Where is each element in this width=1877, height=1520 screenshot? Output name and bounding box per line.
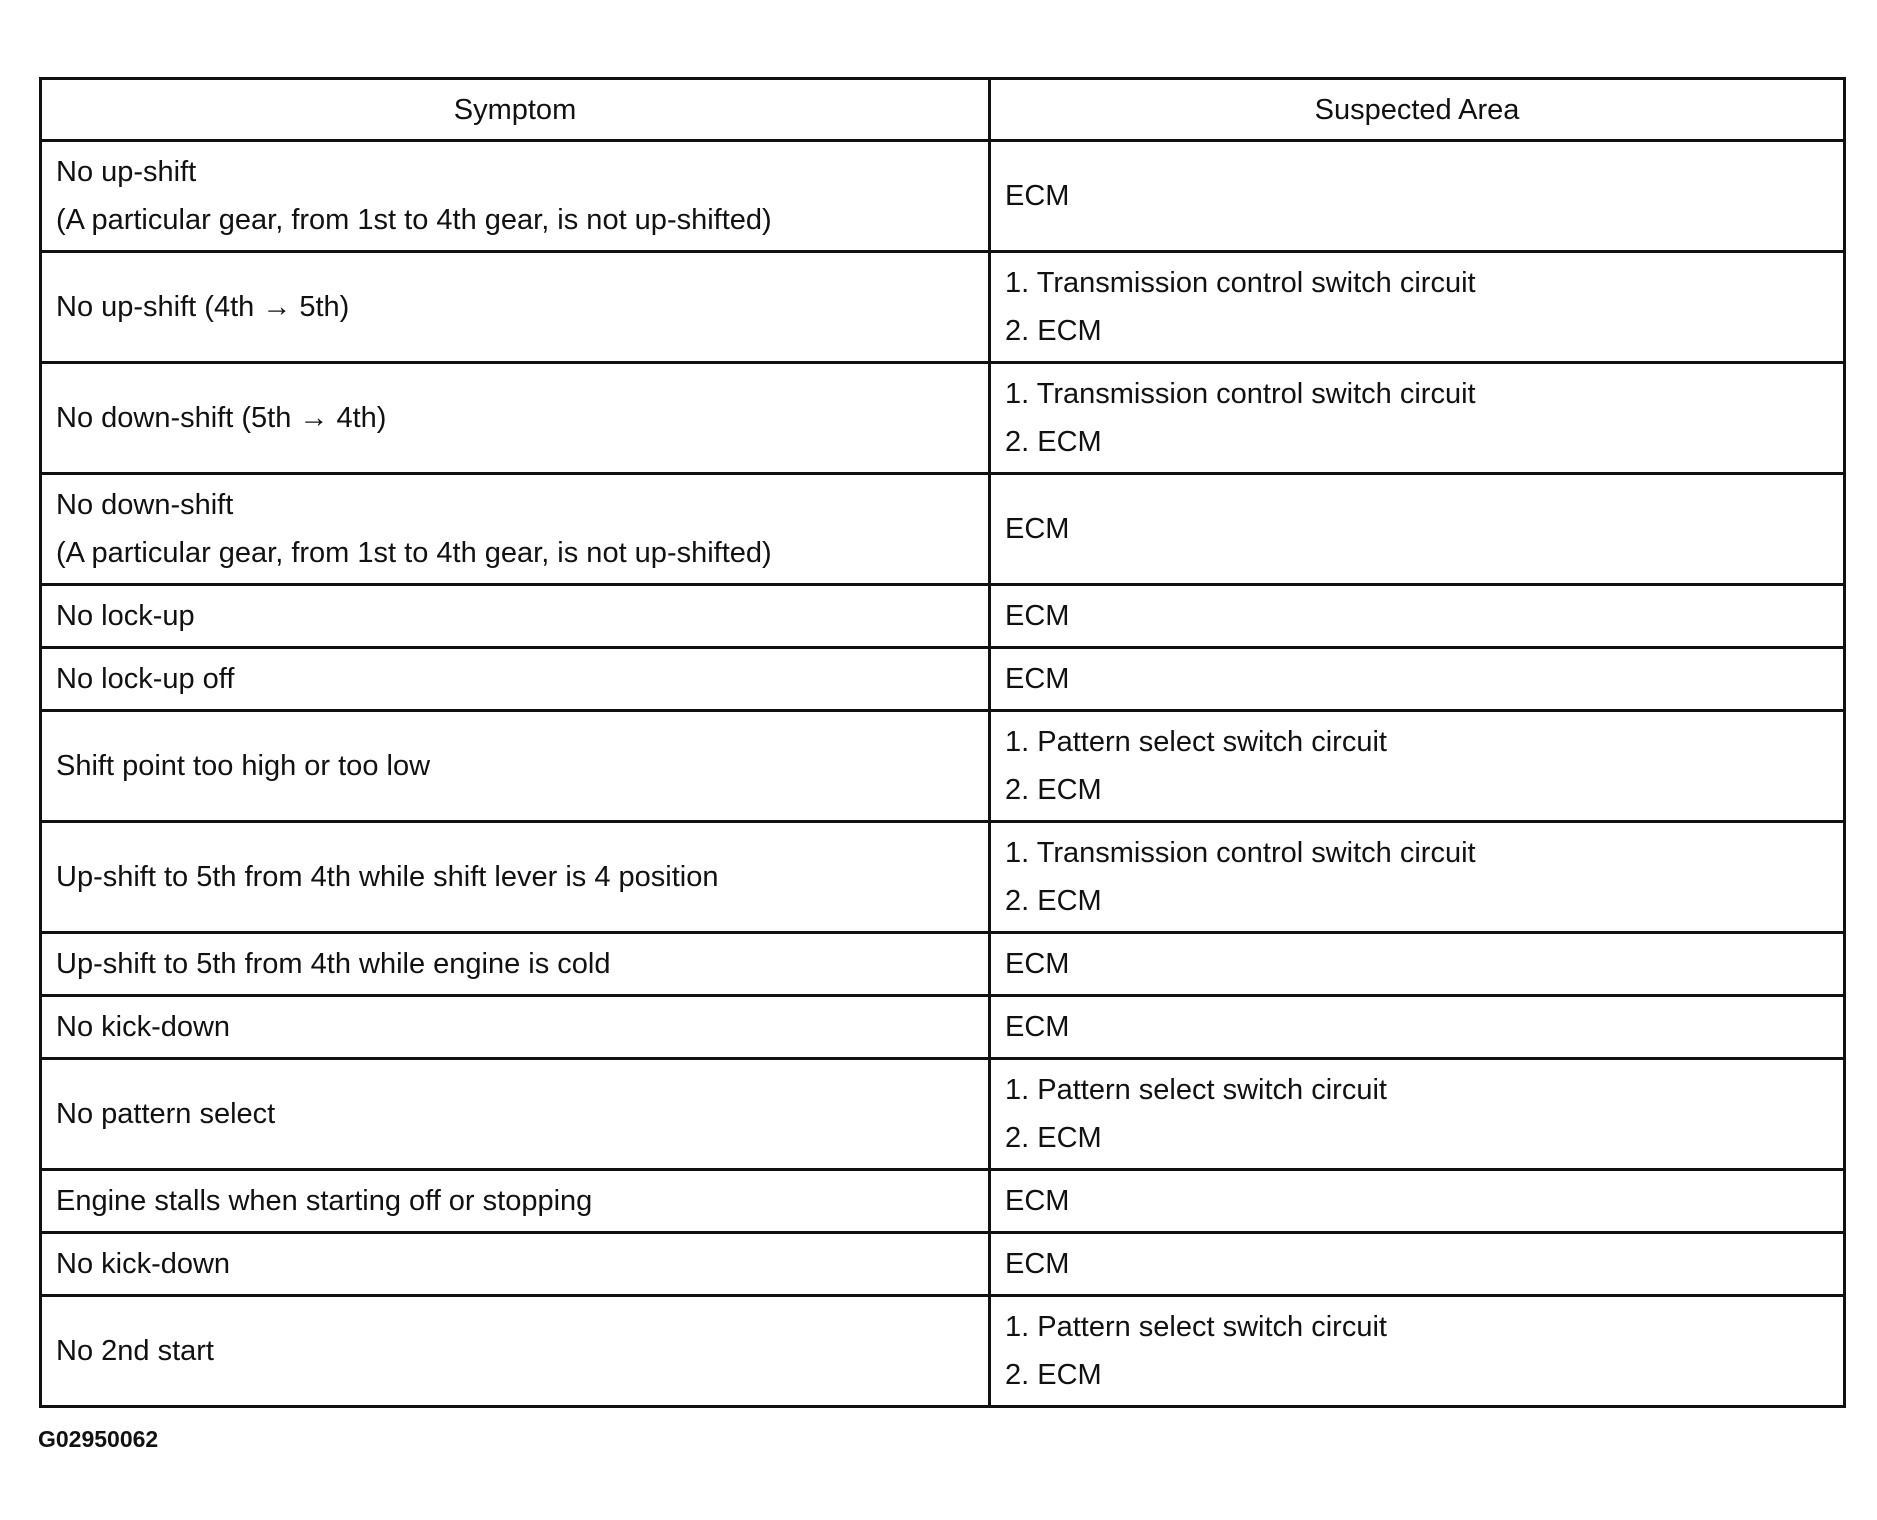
suspected-area-text: 1. Transmission control switch circuit — [1005, 378, 1476, 410]
table-row — [41, 933, 1845, 996]
suspected-area-cell — [990, 474, 1845, 585]
symptom-cell — [41, 996, 990, 1059]
table-row — [41, 1233, 1845, 1296]
suspected-area-text: ECM — [1005, 948, 1070, 980]
suspected-area-cell — [990, 1233, 1845, 1296]
symptom-text: No 2nd start — [56, 1335, 214, 1367]
suspected-area-text: ECM — [1005, 1011, 1070, 1043]
symptom-cell — [41, 822, 990, 933]
symptom-text: No down-shift — [56, 489, 234, 521]
suspected-area-text: 2. ECM — [1005, 1122, 1102, 1154]
suspected-area-text: 1. Transmission control switch circuit — [1005, 267, 1476, 299]
symptom-text: No up-shift (4th → 5th) — [56, 291, 350, 323]
suspected-area-text: 2. ECM — [1005, 1359, 1102, 1391]
symptom-text: Engine stalls when starting off or stopping — [56, 1185, 593, 1217]
symptom-text: (A particular gear, from 1st to 4th gear, is not up-shifted) — [56, 537, 772, 569]
table-row — [41, 996, 1845, 1059]
symptom-text: No kick-down — [56, 1248, 231, 1280]
symptom-cell — [41, 933, 990, 996]
table-row — [41, 474, 1845, 585]
suspected-area-cell — [990, 711, 1845, 822]
suspected-area-text: ECM — [1005, 600, 1070, 632]
symptom-table — [39, 77, 1846, 1408]
suspected-area-cell — [990, 585, 1845, 648]
table-body — [41, 141, 1845, 1407]
symptom-text: (A particular gear, from 1st to 4th gear, is not up-shifted) — [56, 204, 772, 236]
suspected-area-cell — [990, 141, 1845, 252]
suspected-area-text: 1. Pattern select switch circuit — [1005, 1074, 1387, 1106]
suspected-area-text: 2. ECM — [1005, 426, 1102, 458]
suspected-area-text: ECM — [1005, 180, 1070, 212]
symptom-cell — [41, 252, 990, 363]
symptom-cell — [41, 474, 990, 585]
table-row — [41, 141, 1845, 252]
table-row — [41, 711, 1845, 822]
header-symptom: Symptom — [41, 79, 990, 141]
suspected-area-text: 2. ECM — [1005, 885, 1102, 917]
suspected-area-cell — [990, 822, 1845, 933]
symptom-cell — [41, 1059, 990, 1170]
symptom-cell — [41, 363, 990, 474]
suspected-area-cell — [990, 933, 1845, 996]
suspected-area-text: 1. Pattern select switch circuit — [1005, 1311, 1387, 1343]
suspected-area-text: 1. Pattern select switch circuit — [1005, 726, 1387, 758]
symptom-text: Up-shift to 5th from 4th while shift lever is 4 position — [56, 861, 719, 893]
suspected-area-cell — [990, 648, 1845, 711]
symptom-text: No down-shift (5th → 4th) — [56, 402, 387, 434]
figure-id-label: G02950062 — [38, 1426, 159, 1452]
table-row — [41, 822, 1845, 933]
suspected-area-cell — [990, 1170, 1845, 1233]
table-row — [41, 1170, 1845, 1233]
symptom-cell — [41, 141, 990, 252]
suspected-area-cell — [990, 363, 1845, 474]
table-row — [41, 252, 1845, 363]
table-header-row — [41, 79, 1845, 141]
table-row — [41, 1296, 1845, 1407]
table-row — [41, 585, 1845, 648]
suspected-area-text: 1. Transmission control switch circuit — [1005, 837, 1476, 869]
suspected-area-text: 2. ECM — [1005, 315, 1102, 347]
symptom-text: No up-shift — [56, 156, 197, 188]
symptom-text: Shift point too high or too low — [56, 750, 431, 782]
symptom-text: No pattern select — [56, 1098, 276, 1130]
suspected-area-text: ECM — [1005, 1248, 1070, 1280]
symptom-cell — [41, 648, 990, 711]
header-suspected-area: Suspected Area — [990, 79, 1845, 141]
symptom-text: No lock-up off — [56, 663, 235, 695]
suspected-area-text: ECM — [1005, 513, 1070, 545]
table-row — [41, 648, 1845, 711]
suspected-area-cell — [990, 996, 1845, 1059]
suspected-area-text: 2. ECM — [1005, 774, 1102, 806]
table-row — [41, 1059, 1845, 1170]
symptom-cell — [41, 1296, 990, 1407]
table-row — [41, 363, 1845, 474]
suspected-area-cell — [990, 1059, 1845, 1170]
suspected-area-cell — [990, 1296, 1845, 1407]
symptom-cell — [41, 585, 990, 648]
suspected-area-text: ECM — [1005, 1185, 1070, 1217]
symptom-cell — [41, 1170, 990, 1233]
symptom-cell — [41, 711, 990, 822]
suspected-area-cell — [990, 252, 1845, 363]
suspected-area-text: ECM — [1005, 663, 1070, 695]
symptom-text: No kick-down — [56, 1011, 231, 1043]
symptom-text: Up-shift to 5th from 4th while engine is cold — [56, 948, 611, 980]
symptom-cell — [41, 1233, 990, 1296]
symptom-text: No lock-up — [56, 600, 195, 632]
